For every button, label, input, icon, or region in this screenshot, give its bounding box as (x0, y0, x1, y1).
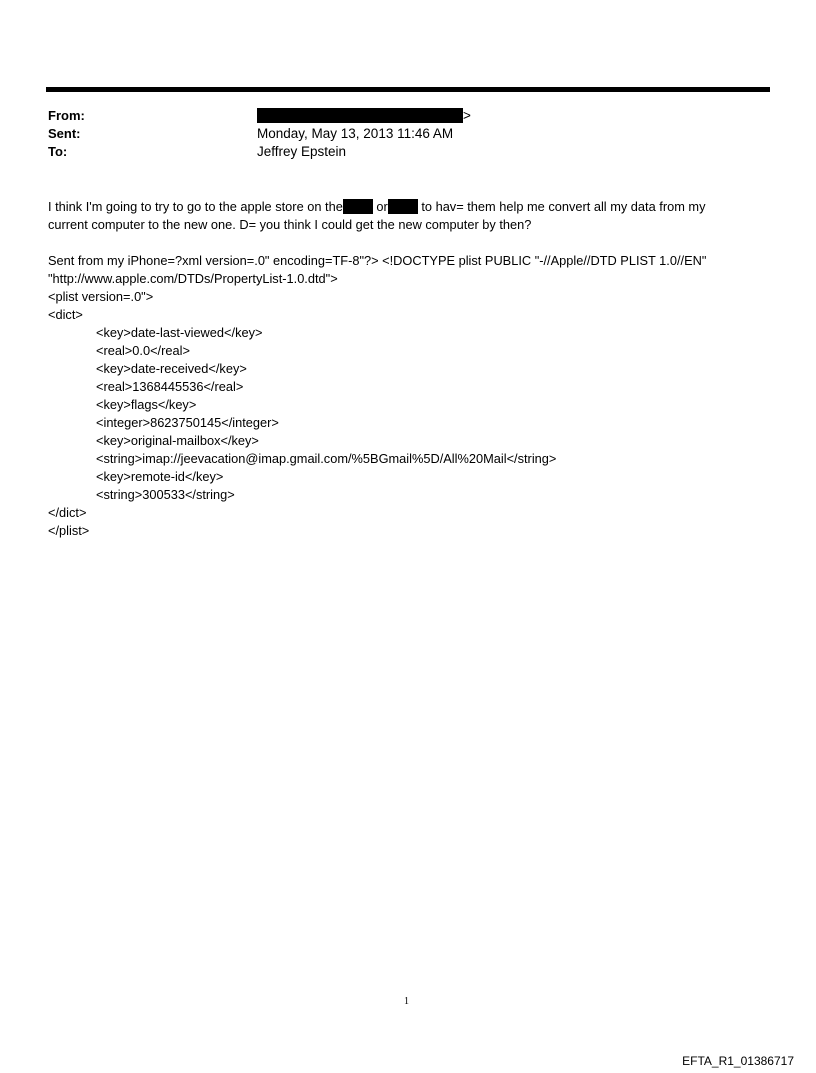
plist-entry: <key>flags</key> (96, 397, 197, 412)
signature-line-2: "http://www.apple.com/DTDs/PropertyList-1.0.dtd"> (48, 271, 338, 286)
plist-entry: <string>imap://jeevacation@imap.gmail.com/%5BGmail%5D/All%20Mail</string> (96, 451, 557, 466)
dict-close-tag: </dict> (48, 505, 87, 520)
plist-close-tag: </plist> (48, 523, 90, 538)
sent-label: Sent: (48, 126, 81, 141)
page-number: 1 (404, 996, 409, 1007)
from-value (257, 108, 471, 124)
to-label: To: (48, 144, 68, 159)
signature-line-1: Sent from my iPhone=?xml version=.0" encoding=TF-8"?> <!DOCTYPE plist PUBLIC "-//Apple//DTD PLIST 1.0//EN" (48, 253, 707, 268)
plist-entry: <key>date-received</key> (96, 361, 247, 376)
bates-number: EFTA_R1_01386717 (682, 1054, 794, 1068)
plist-entry: <real>0.0</real> (96, 343, 190, 358)
plist-entry: <string>300533</string> (96, 487, 235, 502)
from-label: From: (48, 108, 85, 123)
redaction-box (343, 199, 373, 214)
message-line-1 (48, 198, 705, 216)
message-text-c: to hav= them help me convert all my data from my (421, 199, 706, 214)
plist-entry: <key>remote-id</key> (96, 469, 224, 484)
message-text-a: I think I'm going to try to go to the apple store on the (48, 199, 343, 214)
redaction-box (257, 108, 463, 123)
plist-entry: <integer>8623750145</integer> (96, 415, 279, 430)
message-text-b: or (376, 199, 388, 214)
to-value: Jeffrey Epstein (257, 144, 347, 159)
sent-value: Monday, May 13, 2013 11:46 AM (257, 126, 454, 141)
redaction-box (388, 199, 418, 214)
message-line-2: current computer to the new one. D= you think I could get the new computer by then? (48, 217, 532, 232)
plist-entry: <key>date-last-viewed</key> (96, 325, 263, 340)
from-suffix: > (463, 108, 471, 123)
dict-open-tag: <dict> (48, 307, 83, 322)
plist-open-tag: <plist version=.0"> (48, 289, 154, 304)
header-divider (46, 87, 770, 92)
plist-entry: <key>original-mailbox</key> (96, 433, 259, 448)
plist-entry: <real>1368445536</real> (96, 379, 244, 394)
